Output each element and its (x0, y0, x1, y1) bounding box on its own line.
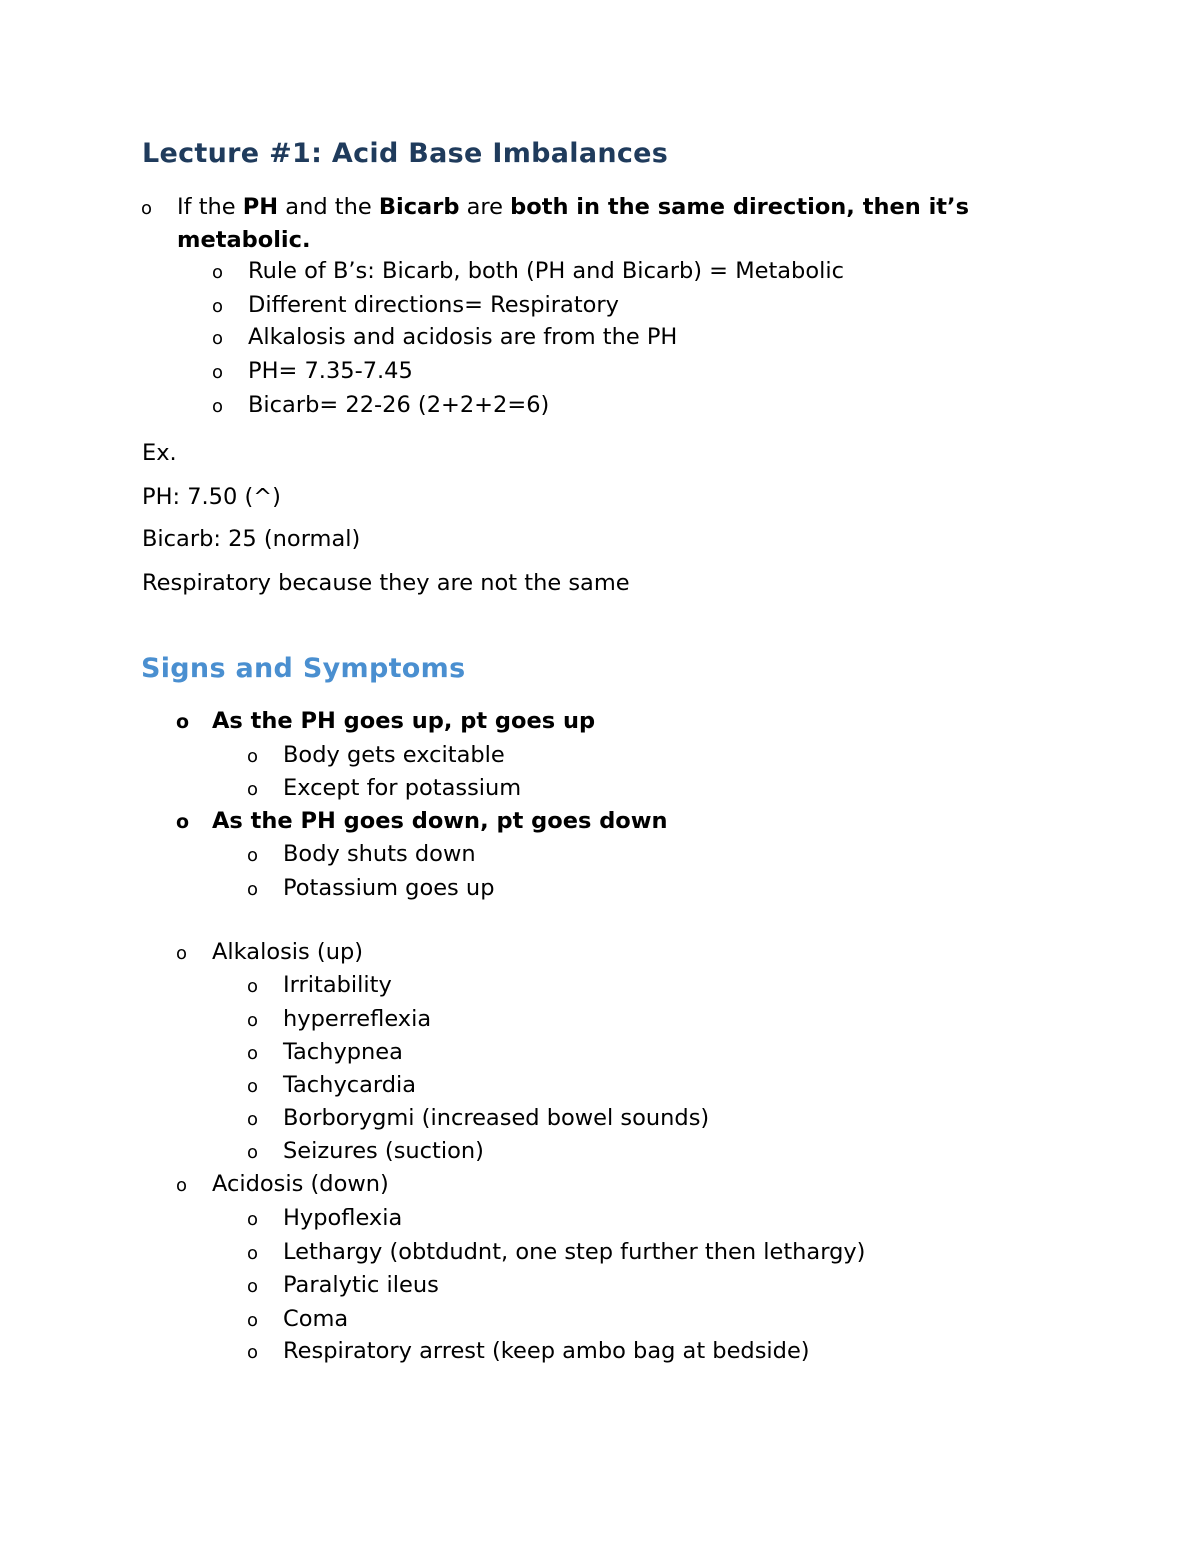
intro-sub-item: PH= 7.35-7.45 (248, 358, 413, 384)
signs-up-title: As the PH goes up, pt goes up (212, 708, 596, 734)
signs-up-item: Except for potassium (283, 775, 522, 801)
example-bicarb: Bicarb: 25 (normal) (142, 526, 361, 552)
alkalosis-item: Irritability (283, 972, 392, 998)
alkalosis-item: Borborygmi (increased bowel sounds) (283, 1105, 710, 1131)
signs-down-item: Body shuts down (283, 841, 476, 867)
bullet-marker: o (247, 1310, 259, 1331)
acidosis-item: Lethargy (obtdudnt, one step further then lethargy) (283, 1239, 866, 1265)
alkalosis-item: Tachycardia (283, 1072, 417, 1098)
signs-up-item: Body gets excitable (283, 742, 505, 768)
bullet-marker: o (212, 296, 224, 317)
signs-down-title: As the PH goes down, pt goes down (212, 808, 668, 834)
bullet-marker: o (212, 328, 224, 349)
alkalosis-item: Seizures (suction) (283, 1138, 484, 1164)
acidosis-item: Paralytic ileus (283, 1272, 439, 1298)
acidosis-title: Acidosis (down) (212, 1171, 389, 1197)
bullet-marker: o (176, 943, 188, 964)
bullet-marker: o (247, 1043, 259, 1064)
acidosis-item: Hypoflexia (283, 1205, 403, 1231)
bullet-marker: o (176, 1175, 188, 1196)
intro-line-2: metabolic. (177, 227, 311, 253)
intro-sub-item: Alkalosis and acidosis are from the PH (248, 324, 678, 350)
bullet-marker: o (212, 262, 224, 283)
intro-sub-item: Rule of B’s: Bicarb, both (PH and Bicarb) = Metabolic (248, 258, 844, 284)
intro-sub-item: Different directions= Respiratory (248, 292, 619, 318)
bullet-marker: o (176, 811, 190, 833)
bullet-marker: o (247, 1109, 259, 1130)
lecture-heading: Lecture #1: Acid Base Imbalances (142, 138, 669, 169)
example-conclusion: Respiratory because they are not the same (142, 570, 630, 596)
bullet-marker: o (247, 1209, 259, 1230)
alkalosis-item: Tachypnea (283, 1039, 403, 1065)
acidosis-item: Coma (283, 1306, 349, 1332)
bullet-marker: o (247, 779, 259, 800)
bullet-marker: o (141, 198, 153, 219)
signs-down-item: Potassium goes up (283, 875, 495, 901)
bullet-marker: o (212, 396, 224, 417)
bullet-marker: o (247, 845, 259, 866)
bullet-marker: o (212, 362, 224, 383)
bullet-marker: o (247, 746, 259, 767)
bullet-marker: o (176, 711, 190, 733)
bullet-marker: o (247, 1010, 259, 1031)
alkalosis-title: Alkalosis (up) (212, 939, 364, 965)
signs-heading: Signs and Symptoms (141, 653, 466, 684)
alkalosis-item: hyperreflexia (283, 1006, 432, 1032)
intro-line-1: If the PH and the Bicarb are both in the same direction, then it’s (177, 194, 969, 220)
bullet-marker: o (247, 976, 259, 997)
example-label: Ex. (142, 440, 177, 466)
example-ph: PH: 7.50 (^) (142, 484, 281, 510)
intro-sub-item: Bicarb= 22-26 (2+2+2=6) (248, 392, 550, 418)
bullet-marker: o (247, 1342, 259, 1363)
bullet-marker: o (247, 1243, 259, 1264)
bullet-marker: o (247, 1142, 259, 1163)
bullet-marker: o (247, 879, 259, 900)
bullet-marker: o (247, 1076, 259, 1097)
bullet-marker: o (247, 1276, 259, 1297)
acidosis-item: Respiratory arrest (keep ambo bag at bedside) (283, 1338, 810, 1364)
